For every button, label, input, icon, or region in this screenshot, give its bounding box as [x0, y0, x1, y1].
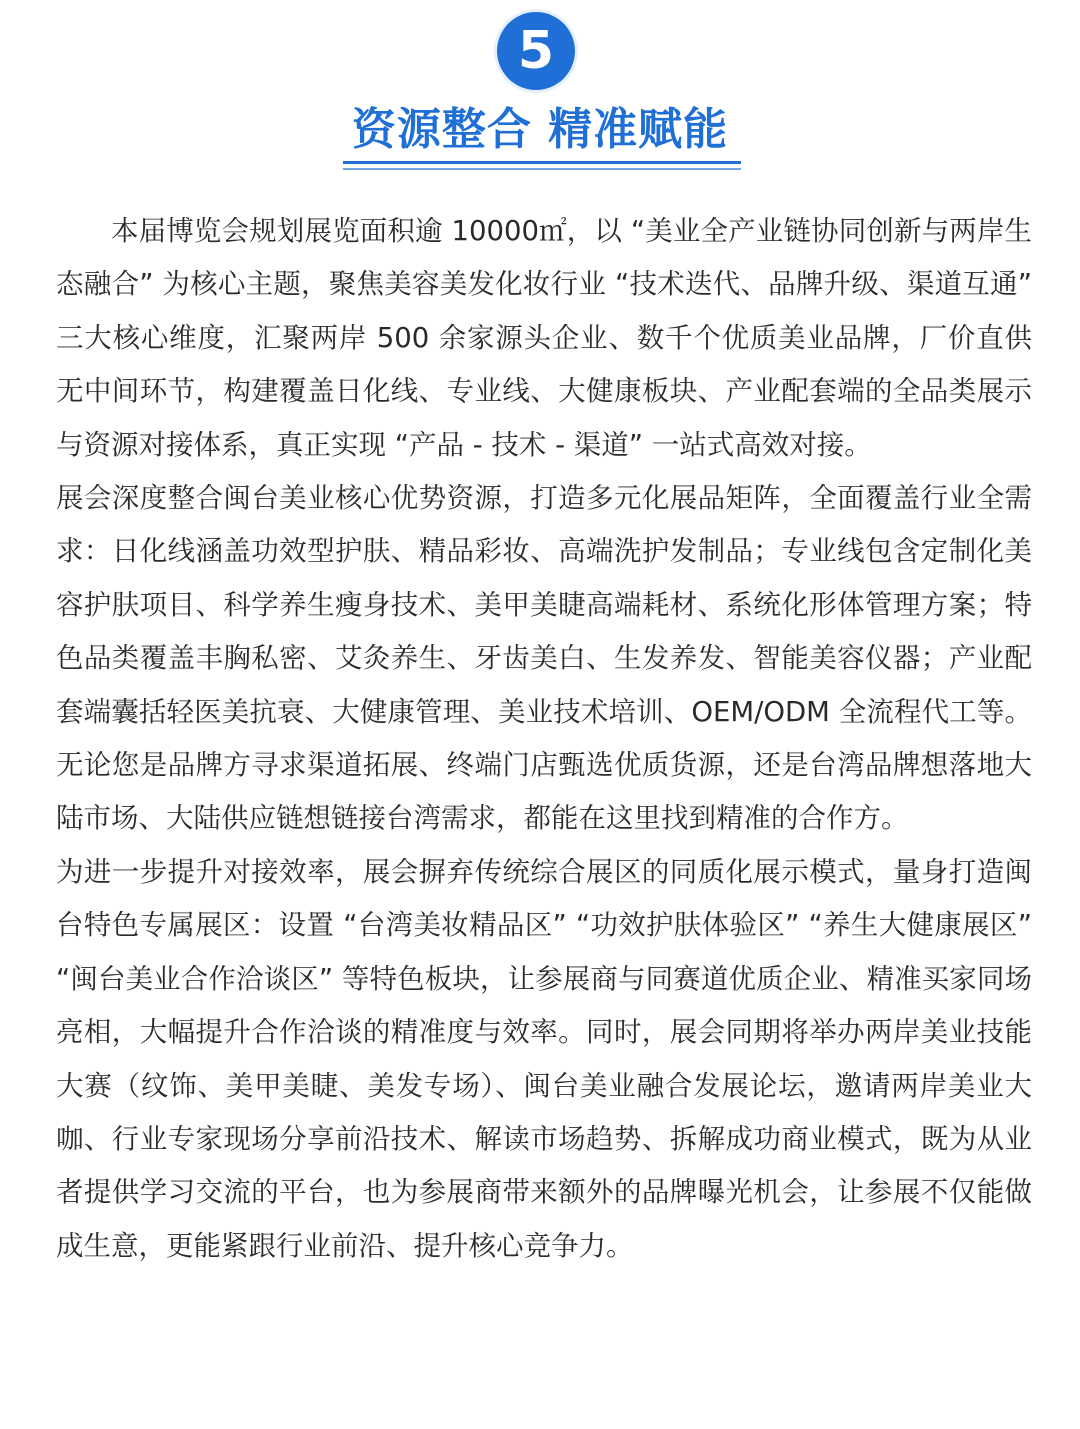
title-underline-secondary: [343, 168, 741, 170]
paragraph-overview: 本届博览会规划展览面积逾 10000㎡，以 “美业全产业链协同创新与两岸生态融合” 为核心主题，聚焦美容美发化妆行业 “技术迭代、品牌升级、渠道互通” 三大核心维度，汇聚两岸 500 余家源头企业、数千个优质美业品牌，厂价直供无中间环节，构建覆盖日化线、专业线、大健康板块、产业配套端的全品类展示与资源对接体系，真正实现 “产品 - 技术 - 渠道” 一站式高效对接。: [56, 215, 1032, 461]
article-body: [56, 205, 1032, 1273]
title-underline: [343, 161, 741, 164]
paragraph-exhibits: 展会深度整合闽台美业核心优势资源，打造多元化展品矩阵，全面覆盖行业全需求：日化线涵盖功效型护肤、精品彩妆、高端洗护发制品；专业线包含定制化美容护肤项目、科学养生瘦身技术、美甲美睫高端耗材、系统化形体管理方案；特色品类覆盖丰胸私密、艾灸养生、牙齿美白、生发养发、智能美容仪器；产业配套端囊括轻医美抗衰、大健康管理、美业技术培训、OEM/ODM 全流程代工等。无论您是品牌方寻求渠道拓展、终端门店甄选优质货源，还是台湾品牌想落地大陆市场、大陆供应链想链接台湾需求，都能在这里找到精准的合作方。: [56, 482, 1032, 835]
section-header: [0, 0, 1080, 180]
section-title: 资源整合 精准赋能: [351, 104, 729, 155]
section-number-badge: 5: [497, 12, 575, 90]
paragraph-zones: 为进一步提升对接效率，展会摒弃传统综合展区的同质化展示模式，量身打造闽台特色专属展区：设置 “台湾美妆精品区” “功效护肤体验区” “养生大健康展区” “闽台美业合作洽谈区” 等特色板块，让参展商与同赛道优质企业、精准买家同场亮相，大幅提升合作洽谈的精准度与效率。同时，展会同期将举办两岸美业技能大赛（纹饰、美甲美睫、美发专场）、闽台美业融合发展论坛，邀请两岸美业大咖、行业专家现场分享前沿技术、解读市场趋势、拆解成功商业模式，既为从业者提供学习交流的平台，也为参展商带来额外的品牌曝光机会，让参展不仅能做成生意，更能紧跟行业前沿、提升核心竞争力。: [56, 855, 1032, 1262]
